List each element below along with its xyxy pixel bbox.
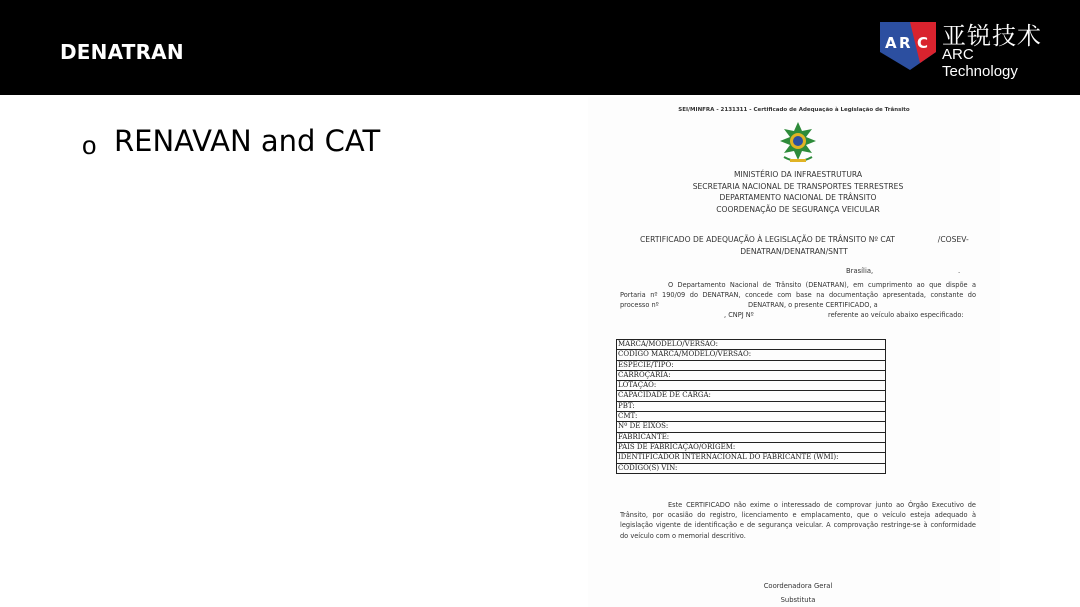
svg-text:C: C — [917, 34, 929, 52]
svg-text:R: R — [899, 34, 911, 52]
certificate-title-line2: DENATRAN/DENATRAN/SNTT — [740, 247, 848, 256]
city-date-end: . — [958, 267, 961, 275]
svg-text:A: A — [885, 34, 897, 52]
field-row: CAPACIDADE DE CARGA: — [617, 391, 885, 401]
field-row: ESPÉCIE/TIPO: — [617, 361, 885, 371]
company-logo — [880, 16, 1050, 80]
document-header-line: SEI/MINFRA - 2131311 - Certificado de Adequação à Legislação de Trânsito — [678, 107, 910, 113]
field-row: CMT: — [617, 412, 885, 422]
field-row: PBT: — [617, 402, 885, 412]
field-row: Nº DE EIXOS: — [617, 422, 885, 432]
bullet-text: RENAVAN and CAT — [114, 124, 381, 158]
signature-subtitle: Substituta — [780, 596, 816, 604]
ministry-block — [588, 169, 1008, 215]
paragraph-disclaimer — [620, 500, 976, 541]
field-row: IDENTIFICADOR INTERNACIONAL DO FABRICANTE (WMI): — [617, 453, 885, 463]
field-row: PAÍS DE FABRICAÇÃO/ORIGEM: — [617, 443, 885, 453]
header-bar — [0, 0, 1080, 95]
bullet-marker: o — [82, 130, 97, 160]
ministry-line: SECRETARIA NACIONAL DE TRANSPORTES TERRESTRES — [692, 181, 904, 191]
logo-english-name: ARC Technology — [942, 46, 1018, 80]
ministry-line: MINISTÉRIO DA INFRAESTRUTURA — [733, 170, 863, 179]
field-row: LOTAÇÃO: — [617, 381, 885, 391]
certificate-document — [588, 97, 1000, 607]
paragraph-intro-line4b: referente ao veículo abaixo especificado: — [828, 311, 964, 319]
field-row: CARROÇARIA: — [617, 371, 885, 381]
certificate-title-suffix: /COSEV- — [937, 235, 969, 244]
ministry-line: DEPARTAMENTO NACIONAL DE TRÂNSITO — [719, 193, 877, 202]
slide-title: DENATRAN — [60, 40, 184, 64]
field-row: CÓDIGO MARCA/MODELO/VERSÃO: — [617, 350, 885, 360]
ministry-line: COORDENAÇÃO DE SEGURANÇA VEICULAR — [716, 204, 880, 214]
brazil-coat-of-arms-icon — [778, 121, 818, 165]
paragraph-intro-line4a: , CNPJ Nº — [724, 311, 754, 319]
paragraph-intro-line3: DENATRAN, o presente CERTIFICADO, a — [748, 301, 878, 309]
paragraph-disclaimer-text: Este CERTIFICADO não exime o interessado de comprovar junto ao Órgão Executivo de Trânsito, por ocasião do registro, licenciamento e emplacamento, que o veículo esteja adequado à legislação vigente de identificação e de segurança veicular. A comprovação restringe-se à conformidade do veículo com o memorial descritivo. — [620, 501, 976, 540]
vehicle-fields-table — [616, 339, 886, 474]
field-row: FABRICANTE: — [617, 433, 885, 443]
field-row: MARCA/MODELO/VERSÃO: — [617, 340, 885, 350]
certificate-title — [640, 235, 969, 244]
field-row: CÓDIGO(S) VIN: — [617, 464, 885, 474]
paragraph-intro-text: O Departamento Nacional de Trânsito (DENATRAN), em cumprimento ao que dispõe a Portaria nº 190/09 do DENATRAN, concede com base na documentação apresentada, constante do processo nº — [620, 281, 976, 310]
logo-chinese-name: 亚锐技术 — [942, 22, 1042, 50]
certificate-title-main: CERTIFICADO DE ADEQUAÇÃO À LEGISLAÇÃO DE TRÂNSITO Nº CAT — [640, 235, 895, 244]
arc-logo-icon — [880, 18, 936, 70]
city-date: Brasília, — [846, 267, 874, 275]
signature-title: Coordenadora Geral — [763, 582, 833, 590]
